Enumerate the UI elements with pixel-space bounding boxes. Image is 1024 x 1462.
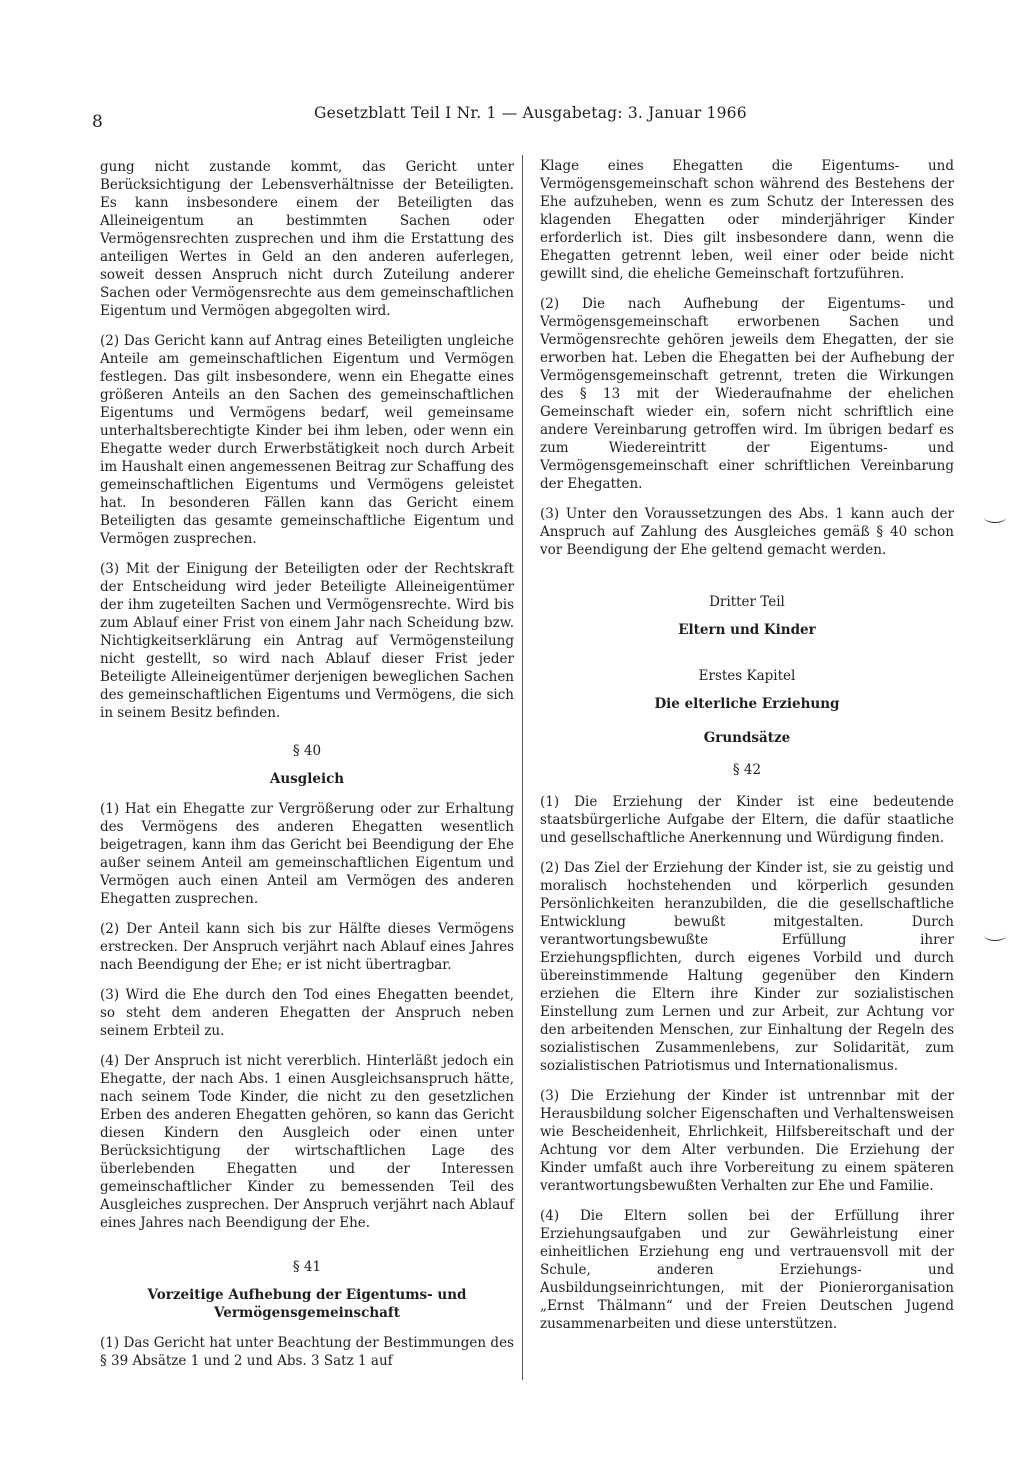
paragraph: gung nicht zustande kommt, das Gericht unter Berücksichtigung der Lebensverhältnisse der Beteiligten. Es kann insbesondere einem der Beteiligten das Alleineigentum an bestimmten Sachen oder Vermögensrechten zusprechen und ihm die Erstattung des anteiligen Wertes in Geld an den anderen auferlegen, soweit dessen Anspruch nicht durch Zuteilung anderer Sachen oder Vermögensrechte aus dem gemeinschaftlichen Eigentum und Vermögen abgegolten wird. xyxy=(100,159,514,319)
section-number: § 42 xyxy=(732,762,762,778)
chapter-title: Die elterliche Erziehung xyxy=(654,696,840,712)
paragraph: (4) Der Anspruch ist nicht vererblich. Hinterläßt jedoch ein Ehegatte, der nach Abs. 1 einen Ausgleichsanspruch hätte, nach seinem Tode Kinder, die nicht zu den gesetzlichen Erben des anderen Ehegatten gehören, so kann das Gericht diesen Kindern den Ausgleich oder einen unter Berücksichtigung der wirtschaftlichen Lage des überlebenden Ehegatten und der Interessen gemeinschaftlicher Kinder zu bemessenden Teil des Ausgleiches zusprechen. Der Anspruch verjährt nach Ablauf eines Jahres nach Beendigung der Ehe. xyxy=(100,1053,514,1231)
part-title: Eltern und Kinder xyxy=(678,622,816,638)
paragraph: Klage eines Ehegatten die Eigentums- und Vermögensgemeinschaft schon während des Bestehens der Ehe aufzuheben, wenn es zum Schutz der Interessen des klagenden Ehegatten oder minderjähriger Kinder erforderlich ist. Dies gilt insbesondere dann, wenn die Ehegatten getrennt leben, weil einer oder beide nicht gewillt sind, die eheliche Gemeinschaft fortzuführen. xyxy=(540,158,954,282)
left-column xyxy=(100,158,514,1370)
column-divider xyxy=(522,155,523,1380)
section-title: Vorzeitige Aufhebung der Eigentums- und Vermögensgemeinschaft xyxy=(147,1287,467,1321)
paragraph: (4) Die Eltern sollen bei der Erfüllung ihrer Erziehungsaufgaben und zur Gewährleistung einer einheitlichen Erziehung eng und vertrauensvoll mit der Schule, anderen Erziehungs- und Ausbildungseinrichtungen, mit der Pionierorganisation „Ernst Thälmann“ und der Freien Deutschen Jugend zusammenarbeiten und diese unterstützen. xyxy=(540,1208,954,1332)
gazette-title: Gesetzblatt Teil I Nr. 1 — Ausgabetag: 3. Januar 1966 xyxy=(314,104,747,122)
paragraph: (1) Das Gericht hat unter Beachtung der Bestimmungen des § 39 Absätze 1 und 2 und Abs. 3 Satz 1 auf xyxy=(100,1335,514,1369)
margin-mark xyxy=(984,512,1006,523)
paragraph: (2) Die nach Aufhebung der Eigentums- und Vermögensgemeinschaft erworbenen Sachen und Vermögensrechte gehören jeweils dem Ehegatten, der sie erworben hat. Leben die Ehegatten bei der Aufhebung der Vermögensgemeinschaft getrennt, treten die Wirkungen des § 13 mit der Wiederaufnahme der ehelichen Gemeinschaft wieder ein, sofern nicht schriftlich eine andere Vereinbarung getroffen wird. Im übrigen bedarf es zum Wiedereintritt der Eigentums- und Vermögensgemeinschaft einer schriftlichen Vereinbarung der Ehegatten. xyxy=(540,296,954,492)
paragraph: (2) Der Anteil kann sich bis zur Hälfte dieses Vermögens erstrecken. Der Anspruch verjährt nach Ablauf eines Jahres nach Beendigung der Ehe; er ist nicht übertragbar. xyxy=(100,921,514,973)
paragraph: (3) Mit der Einigung der Beteiligten oder der Rechtskraft der Entscheidung wird jeder Beteiligte Alleineigentümer der ihm zugeteilten Sachen und Vermögensrechte. Wird bis zum Ablauf einer Frist von einem Jahr nach Scheidung bzw. Nichtigkeitserklärung ein Antrag auf Vermögensteilung nicht gestellt, so wird nach Ablauf dieser Frist jeder Beteiligte Alleineigentümer derjenigen beweglichen Sachen des gemeinschaftlichen Eigentums und Vermögens, die sich in seinem Besitz befinden. xyxy=(100,561,514,721)
part-label: Dritter Teil xyxy=(709,594,785,610)
paragraph: (3) Unter den Voraussetzungen des Abs. 1 kann auch der Anspruch auf Zahlung des Ausgleiches gemäß § 40 schon vor Beendigung der Ehe geltend gemacht werden. xyxy=(540,506,954,558)
margin-mark xyxy=(984,930,1006,941)
section-number: § 40 xyxy=(292,743,322,759)
paragraph: (2) Das Ziel der Erziehung der Kinder ist, sie zu geistig und moralisch hochstehenden und körperlich gesunden Persönlichkeiten heranzubilden, die die gesellschaftliche Entwicklung bewußt mitgestalten. Durch verantwortungsbewußte Erfüllung ihrer Erziehungspflichten, durch eigenes Vorbild und durch übereinstimmende Haltung gegenüber den Kindern erziehen die Eltern ihre Kinder zur sozialistischen Einstellung zum Lernen und zur Arbeit, zur Achtung vor den arbeitenden Menschen, zur Einhaltung der Regeln des sozialistischen Zusammenlebens, zur Solidarität, zum sozialistischen Patriotismus und Internationalismus. xyxy=(540,860,954,1074)
page-number: 8 xyxy=(92,112,103,132)
paragraph: (1) Die Erziehung der Kinder ist eine bedeutende staatsbürgerliche Aufgabe der Eltern, die dafür staatliche und gesellschaftliche Anerkennung und Würdigung finden. xyxy=(540,794,954,846)
chapter-label: Erstes Kapitel xyxy=(698,668,796,684)
paragraph: (1) Hat ein Ehegatte zur Vergrößerung oder zur Erhaltung des Vermögens des anderen Ehegatten wesentlich beigetragen, kann ihm das Gericht bei Beendigung der Ehe außer seinem Anteil am gemeinschaftlichen Eigentum und Vermögen auch einen Anteil am Vermögen des anderen Ehegatten zusprechen. xyxy=(100,801,514,907)
paragraph: (2) Das Gericht kann auf Antrag eines Beteiligten ungleiche Anteile am gemeinschaftlichen Eigentum und Vermögen festlegen. Das gilt insbesondere, wenn ein Ehegatte eines größeren Anteils an den Sachen des gemeinschaftlichen Eigentums und Vermögens bedarf, weil gemeinsame unterhaltsberechtigte Kinder bei ihm leben, oder wenn ein Ehegatte weder durch Erwerbstätigkeit noch durch Arbeit im Haushalt einen angemessenen Beitrag zur Schaffung des gemeinschaftlichen Eigentums und Vermögens geleistet hat. In besonderen Fällen kann das Gericht einem Beteiligten das gesamte gemeinschaftliche Eigentum und Vermögen zusprechen. xyxy=(100,333,514,547)
paragraph: (3) Wird die Ehe durch den Tod eines Ehegatten beendet, so steht dem anderen Ehegatten der Anspruch neben seinem Erbteil zu. xyxy=(100,987,514,1039)
subheading: Grundsätze xyxy=(703,730,791,746)
right-column xyxy=(540,157,954,1333)
paragraph: (3) Die Erziehung der Kinder ist untrennbar mit der Herausbildung solcher Eigenschaften und Verhaltensweisen wie Bescheidenheit, Ehrlichkeit, Hilfsbereitschaft und der Achtung vor dem Alter verbunden. Die Erziehung der Kinder umfaßt auch ihre Vorbereitung zu einem späteren verantwortungsbewußten Verhalten zur Ehe und Familie. xyxy=(540,1088,954,1194)
section-number: § 41 xyxy=(292,1259,322,1275)
section-title: Ausgleich xyxy=(269,771,345,787)
page-header xyxy=(92,104,952,130)
